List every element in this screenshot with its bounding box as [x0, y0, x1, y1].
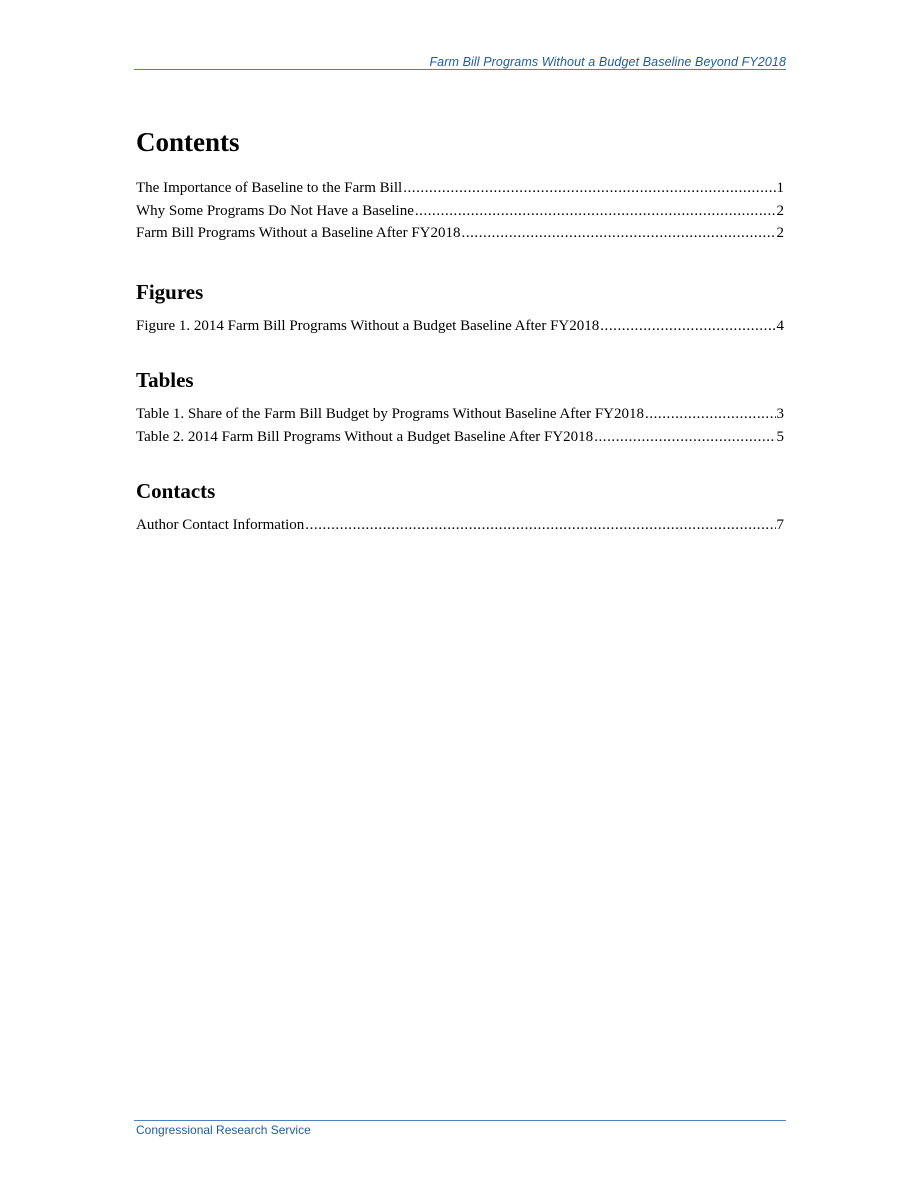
toc-entry-page: 4 [776, 317, 784, 334]
toc-entry-title: Farm Bill Programs Without a Baseline After FY2018 [136, 225, 461, 241]
toc-entry-table-2[interactable] [136, 426, 784, 449]
toc-entry-why-no-baseline[interactable] [136, 200, 784, 223]
toc-entry-title: The Importance of Baseline to the Farm Bill [136, 180, 403, 196]
toc-entry-author-contact[interactable] [136, 514, 784, 537]
toc-entry-page: 5 [776, 428, 784, 445]
header-rule [134, 69, 786, 70]
contacts-heading: Contacts [136, 479, 216, 503]
tables-section [136, 367, 784, 448]
dot-leader [403, 177, 775, 200]
toc-entry-title: Author Contact Information [136, 517, 305, 533]
toc-entry-title: Table 2. 2014 Farm Bill Programs Without a Budget Baseline After FY2018 [136, 428, 594, 445]
toc-entry-page: 2 [776, 225, 784, 241]
dot-leader [415, 200, 776, 223]
toc-entry-importance-of-baseline[interactable] [136, 177, 784, 200]
dot-leader [600, 315, 775, 338]
tables-heading: Tables [136, 368, 194, 392]
table-of-contents [136, 124, 784, 567]
running-header: Farm Bill Programs Without a Budget Baseline Beyond FY2018 [429, 55, 786, 69]
contacts-section [136, 478, 784, 537]
toc-entry-page: 1 [776, 180, 784, 196]
toc-entry-programs-without-baseline[interactable] [136, 222, 784, 245]
figures-section [136, 279, 784, 338]
toc-entry-table-1[interactable] [136, 403, 784, 426]
dot-leader [645, 403, 775, 426]
toc-entry-page: 2 [776, 202, 784, 219]
toc-entry-page: 3 [776, 406, 784, 422]
dot-leader [305, 514, 775, 537]
toc-entry-figure-1[interactable] [136, 315, 784, 338]
toc-entry-title: Figure 1. 2014 Farm Bill Programs Without a Budget Baseline After FY2018 [136, 317, 600, 334]
contents-heading: Contents [136, 127, 240, 157]
dot-leader [462, 222, 776, 245]
dot-leader [594, 426, 775, 449]
contents-section [136, 124, 784, 245]
toc-entry-title: Why Some Programs Do Not Have a Baseline [136, 202, 414, 219]
footer-rule [134, 1120, 786, 1121]
toc-entry-title: Table 1. Share of the Farm Bill Budget by Programs Without Baseline After FY2018 [136, 406, 645, 422]
toc-entry-page: 7 [776, 517, 784, 533]
footer-organization: Congressional Research Service [136, 1123, 311, 1137]
figures-heading: Figures [136, 279, 204, 304]
